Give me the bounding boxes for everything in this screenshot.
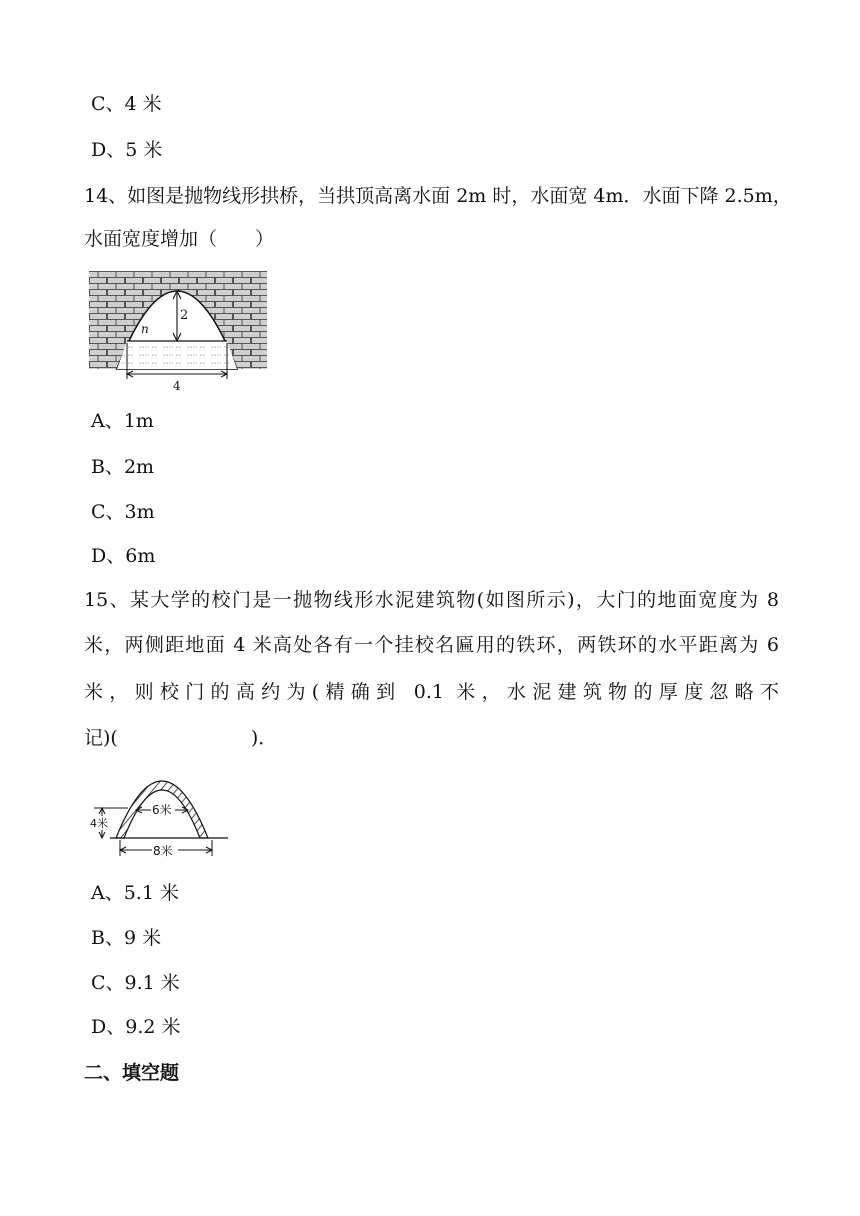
base-width-label: 8米 xyxy=(153,844,173,858)
q14-option-c: C、3m xyxy=(91,501,155,523)
q13-option-c: C、4 米 xyxy=(91,93,162,115)
water-area xyxy=(117,341,237,369)
height-label: 2 xyxy=(180,308,189,323)
q14-stem-line1: 14、如图是抛物线形拱桥，当拱顶高离水面 2m 时，水面宽 4m．水面下降 2.5m， xyxy=(84,185,792,207)
q15-option-d: D、9.2 米 xyxy=(91,1016,181,1038)
top-width-label: 6米 xyxy=(152,803,172,817)
q15-option-b: B、9 米 xyxy=(91,927,162,949)
q15-option-c: C、9.1 米 xyxy=(91,972,180,994)
q14-option-b: B、2m xyxy=(91,456,155,478)
section-title-fill-in-blank: 二、填空题 xyxy=(84,1062,180,1084)
q15-stem-line2: 米，两侧距地面 4 米高处各有一个挂校名匾用的铁环，两铁环的水平距离为 6 xyxy=(84,634,779,656)
q15-stem-line3: 米，则校门的高约为(精确到 0.1 米，水泥建筑物的厚度忽略不 xyxy=(84,681,779,703)
q14-stem-line2: 水面宽度增加（ ） xyxy=(84,228,275,250)
marker-label: n xyxy=(141,322,149,336)
q14-option-a: A、1m xyxy=(91,410,154,432)
q14-option-d: D、6m xyxy=(91,545,156,567)
q15-option-a: A、5.1 米 xyxy=(91,882,179,904)
q15-school-gate-figure xyxy=(88,764,236,860)
q14-arch-bridge-figure xyxy=(89,271,267,393)
q15-stem-line4: 记)( )． xyxy=(84,727,278,749)
q13-option-d: D、5 米 xyxy=(91,139,163,161)
height-label: 4米 xyxy=(90,817,108,830)
width-label: 4 xyxy=(173,379,181,393)
q15-stem-line1: 15、某大学的校门是一抛物线形水泥建筑物(如图所示)，大门的地面宽度为 8 xyxy=(84,589,779,611)
